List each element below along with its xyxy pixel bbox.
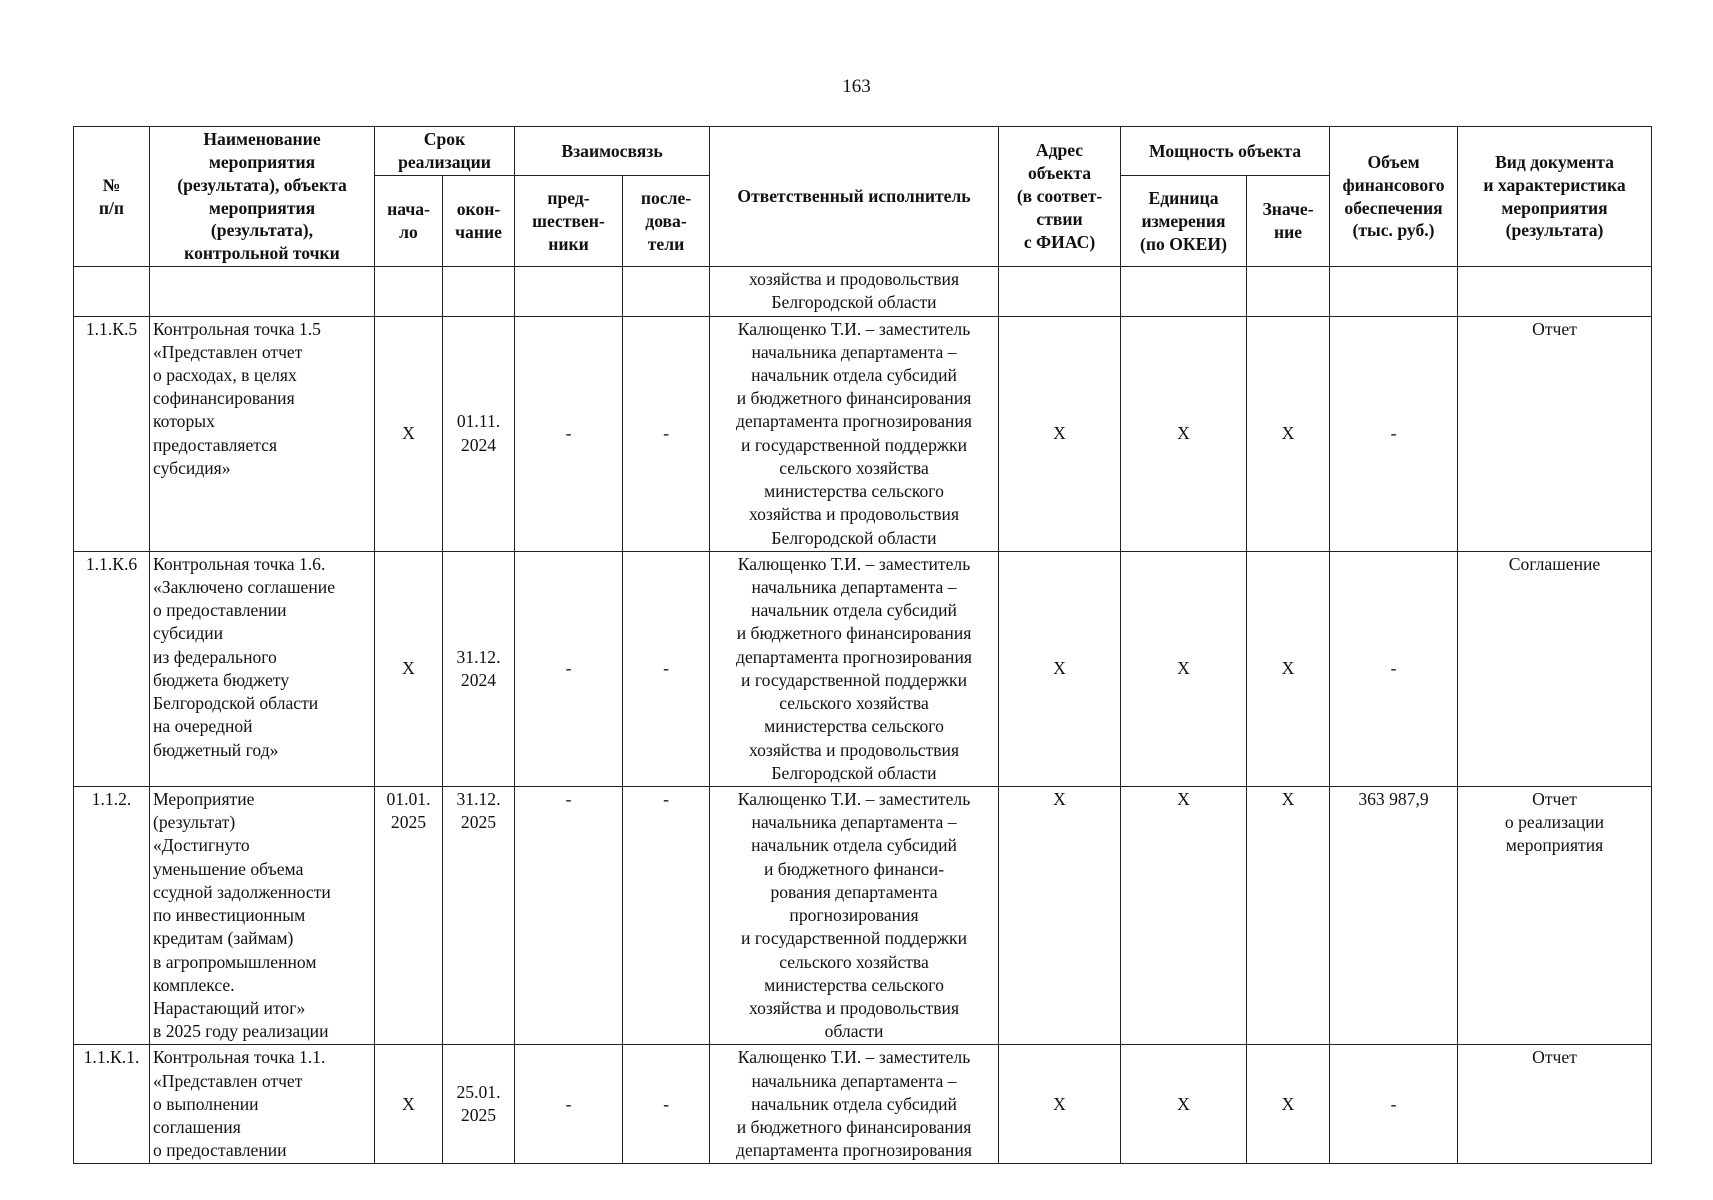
header-executor: Ответственный исполнитель: [710, 127, 999, 267]
row-doc: Соглашение: [1458, 551, 1652, 786]
continuation-executor: хозяйства и продовольствия Белгородской области: [710, 267, 999, 316]
row-num: 1.1.К.1.: [74, 1045, 150, 1164]
header-term: Срок реализации: [375, 127, 515, 176]
header-num: № п/п: [74, 127, 150, 267]
row-start: X: [375, 316, 443, 551]
header-link-post: после- дова- тели: [623, 176, 710, 267]
row-address: X: [999, 786, 1121, 1044]
table-row: [74, 1045, 1652, 1164]
row-end: 31.12. 2025: [443, 786, 515, 1044]
header-finance: Объем финансового обеспечения (тыс. руб.): [1330, 127, 1458, 267]
row-unit: X: [1121, 1045, 1247, 1164]
row-value: X: [1247, 551, 1330, 786]
row-end: 01.11. 2024: [443, 316, 515, 551]
row-post: -: [623, 786, 710, 1044]
row-name: Контрольная точка 1.6. «Заключено соглашение о предоставлении субсидии из федерального бюджета бюджету Белгородской области на очередной бюджетный год»: [150, 551, 375, 786]
header-capacity: Мощность объекта: [1121, 127, 1330, 176]
row-executor: Калющенко Т.И. – заместитель начальника департамента – начальник отдела субсидий и бюджетного финансирования департамента прогнозирования: [710, 1045, 999, 1164]
row-pred: -: [515, 786, 623, 1044]
header-name: Наименование мероприятия (результата), объекта мероприятия (результата), контрольной точки: [150, 127, 375, 267]
row-start: 01.01. 2025: [375, 786, 443, 1044]
row-num: 1.1.К.5: [74, 316, 150, 551]
table-row: [74, 786, 1652, 1044]
header-term-start: нача- ло: [375, 176, 443, 267]
row-finance: -: [1330, 1045, 1458, 1164]
row-value: X: [1247, 786, 1330, 1044]
row-name: Контрольная точка 1.1. «Представлен отчет о выполнении соглашения о предоставлении: [150, 1045, 375, 1164]
row-address: X: [999, 551, 1121, 786]
activities-table: [73, 126, 1652, 1164]
row-pred: -: [515, 316, 623, 551]
page-number: 163: [842, 76, 871, 97]
row-unit: X: [1121, 316, 1247, 551]
header-link-pred: пред- шествен- ники: [515, 176, 623, 267]
row-executor: Калющенко Т.И. – заместитель начальника департамента – начальник отдела субсидий и бюджетного финанси- рования департамента прогнозирования и государственной поддержки сельского хозяйства министерства сельского хозяйства и продовольствия области: [710, 786, 999, 1044]
header-doc: Вид документа и характеристика мероприятия (результата): [1458, 127, 1652, 267]
header-address: Адрес объекта (в соответ- ствии с ФИАС): [999, 127, 1121, 267]
header-capacity-value: Значе- ние: [1247, 176, 1330, 267]
row-pred: -: [515, 551, 623, 786]
row-name: Контрольная точка 1.5 «Представлен отчет о расходах, в целях софинансирования которых предоставляется субсидия»: [150, 316, 375, 551]
header-term-end: окон- чание: [443, 176, 515, 267]
row-finance: -: [1330, 316, 1458, 551]
row-num: 1.1.2.: [74, 786, 150, 1044]
row-executor: Калющенко Т.И. – заместитель начальника департамента – начальник отдела субсидий и бюджетного финансирования департамента прогнозирования и государственной поддержки сельского хозяйства министерства сельского хозяйства и продовольствия Белгородской области: [710, 551, 999, 786]
row-post: -: [623, 1045, 710, 1164]
row-end: 31.12. 2024: [443, 551, 515, 786]
table-row: [74, 551, 1652, 786]
row-address: X: [999, 1045, 1121, 1164]
header-link: Взаимосвязь: [515, 127, 710, 176]
row-name: Мероприятие (результат) «Достигнуто уменьшение объема ссудной задолженности по инвестиционным кредитам (займам) в агропромышленном комплексе. Нарастающий итог» в 2025 году реализации: [150, 786, 375, 1044]
row-value: X: [1247, 316, 1330, 551]
row-doc: Отчет: [1458, 316, 1652, 551]
row-num: 1.1.К.6: [74, 551, 150, 786]
row-post: -: [623, 316, 710, 551]
row-start: X: [375, 551, 443, 786]
header-capacity-unit: Единица измерения (по ОКЕИ): [1121, 176, 1247, 267]
row-end: 25.01. 2025: [443, 1045, 515, 1164]
row-finance: -: [1330, 551, 1458, 786]
row-address: X: [999, 316, 1121, 551]
row-doc: Отчет о реализации мероприятия: [1458, 786, 1652, 1044]
continuation-row: [74, 267, 1652, 316]
row-executor: Калющенко Т.И. – заместитель начальника департамента – начальник отдела субсидий и бюджетного финансирования департамента прогнозирования и государственной поддержки сельского хозяйства министерства сельского хозяйства и продовольствия Белгородской области: [710, 316, 999, 551]
table-row: [74, 316, 1652, 551]
row-value: X: [1247, 1045, 1330, 1164]
row-unit: X: [1121, 786, 1247, 1044]
row-pred: -: [515, 1045, 623, 1164]
row-doc: Отчет: [1458, 1045, 1652, 1164]
row-start: X: [375, 1045, 443, 1164]
row-finance: 363 987,9: [1330, 786, 1458, 1044]
row-unit: X: [1121, 551, 1247, 786]
row-post: -: [623, 551, 710, 786]
